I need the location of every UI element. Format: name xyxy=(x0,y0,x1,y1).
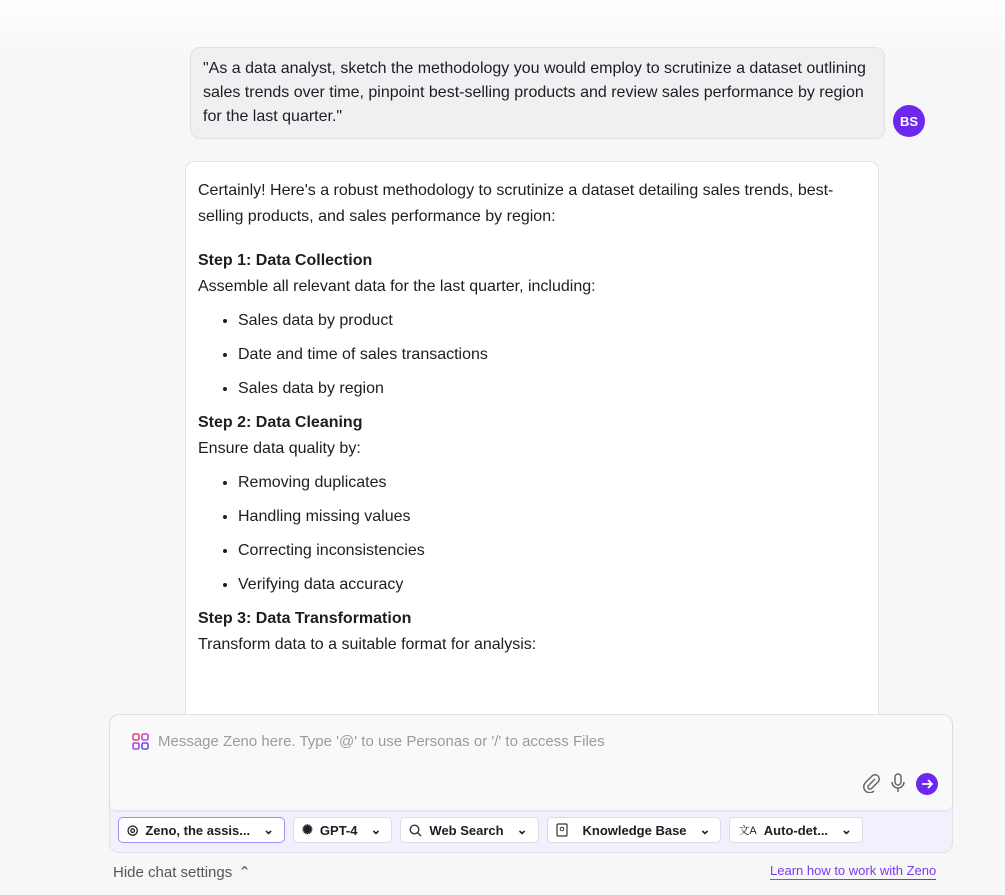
step-desc: Assemble all relevant data for the last quarter, including: xyxy=(198,278,596,295)
translate-icon: 文A xyxy=(738,825,757,837)
learn-zeno-link[interactable]: Learn how to work with Zeno xyxy=(770,863,937,878)
search-icon xyxy=(409,824,422,837)
message-input[interactable] xyxy=(110,715,952,810)
persona-icon: ◎ xyxy=(127,822,139,837)
step-title: Step 1: Data Collection xyxy=(198,252,373,269)
assistant-reply xyxy=(185,161,879,761)
chip-label: Zeno, the assis... xyxy=(145,822,251,838)
list-item: • Sales data by region xyxy=(238,376,866,402)
web-search-select[interactable] xyxy=(400,817,538,843)
list-item: • Correcting inconsistencies xyxy=(238,538,866,564)
openai-icon: ✺ xyxy=(302,822,313,837)
chevron-down-icon: ⌄ xyxy=(263,822,275,837)
chip-label: GPT-4 xyxy=(319,822,358,838)
apps-grid-icon[interactable] xyxy=(132,733,149,750)
list-item: • Sales data by product xyxy=(238,308,866,334)
list-item: • Removing duplicates xyxy=(238,470,866,496)
step-desc: Transform data to a suitable format for analysis: xyxy=(198,636,537,653)
chevron-down-icon: ⌄ xyxy=(699,822,711,837)
chevron-up-icon: ⌃ xyxy=(238,864,251,881)
step-desc: Ensure data quality by: xyxy=(198,440,361,457)
composer xyxy=(109,714,953,853)
avatar[interactable]: BS xyxy=(893,105,925,137)
list-item: • Handling missing values xyxy=(238,504,866,530)
language-select[interactable] xyxy=(729,817,863,843)
chip-label: Web Search xyxy=(429,822,504,838)
send-button[interactable] xyxy=(916,773,938,795)
model-select[interactable] xyxy=(293,817,392,843)
contact-book-icon xyxy=(556,823,568,837)
persona-select[interactable] xyxy=(118,817,285,843)
chevron-down-icon: ⌄ xyxy=(841,822,852,837)
arrow-right-icon xyxy=(921,778,933,790)
paperclip-icon[interactable] xyxy=(862,773,880,793)
microphone-icon[interactable] xyxy=(891,773,905,793)
list-item: • Verifying data accuracy xyxy=(238,572,866,598)
reply-intro: Certainly! Here's a robust methodology to scrutinize a dataset detailing sales trends, best-selling products, and sales performance by region: xyxy=(198,182,834,225)
message-placeholder: Message Zeno here. Type '@' to use Personas or '/' to access Files xyxy=(158,733,605,750)
hide-settings-label: Hide chat settings xyxy=(113,863,233,881)
chevron-down-icon: ⌄ xyxy=(370,822,382,837)
hide-chat-settings-button[interactable] xyxy=(113,863,251,881)
step-title: Step 3: Data Transformation xyxy=(198,610,412,627)
user-message: "As a data analyst, sketch the methodology you would employ to scrutinize a dataset outlining sales trends over time, pinpoint best-selling products and review sales performance by region for the last quarter." xyxy=(190,47,885,139)
chip-label: Knowledge Base xyxy=(582,822,687,838)
list-item: • Date and time of sales transactions xyxy=(238,342,866,368)
step-title: Step 2: Data Cleaning xyxy=(198,414,363,431)
chevron-down-icon: ⌄ xyxy=(516,822,528,837)
chip-label: Auto-det... xyxy=(763,822,829,838)
knowledge-base-select[interactable] xyxy=(547,817,722,843)
